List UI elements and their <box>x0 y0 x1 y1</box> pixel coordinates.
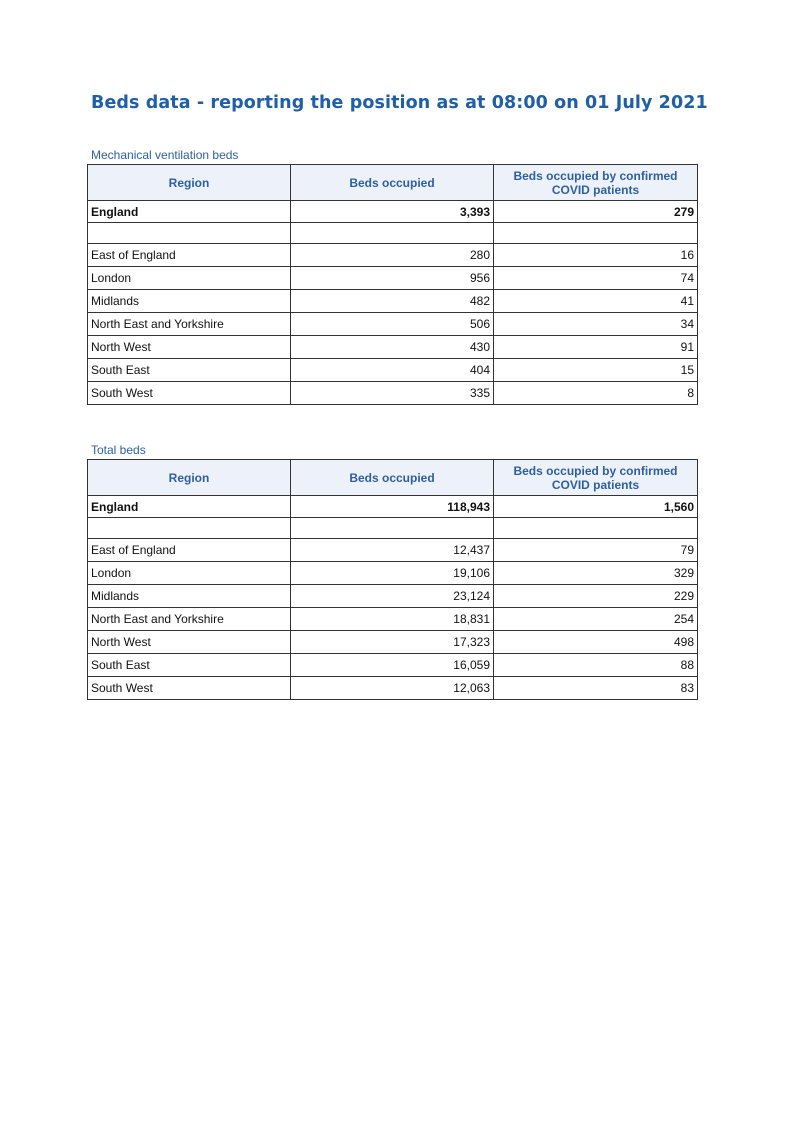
beds-occupied-cell: 17,323 <box>291 631 494 654</box>
covid-beds-cell: 279 <box>494 201 698 223</box>
beds-occupied-cell: 430 <box>291 336 494 359</box>
column-header-beds-occupied: Beds occupied <box>291 165 494 201</box>
region-cell: North East and Yorkshire <box>88 313 291 336</box>
column-header-beds-occupied: Beds occupied <box>291 460 494 496</box>
total-row <box>88 496 698 518</box>
beds-occupied-cell: 506 <box>291 313 494 336</box>
covid-beds-cell: 88 <box>494 654 698 677</box>
table-row <box>88 654 698 677</box>
region-cell: North West <box>88 336 291 359</box>
beds-occupied-cell: 404 <box>291 359 494 382</box>
region-cell: South East <box>88 654 291 677</box>
region-cell: South West <box>88 677 291 700</box>
covid-beds-cell: 254 <box>494 608 698 631</box>
column-header-covid-beds: Beds occupied by confirmed COVID patients <box>494 165 698 201</box>
column-header-region: Region <box>88 165 291 201</box>
covid-beds-cell: 15 <box>494 359 698 382</box>
covid-beds-cell: 79 <box>494 539 698 562</box>
region-cell: North East and Yorkshire <box>88 608 291 631</box>
table-caption: Mechanical ventilation beds <box>91 148 239 162</box>
table-row <box>88 244 698 267</box>
blank-row <box>88 223 698 244</box>
beds-occupied-cell: 12,437 <box>291 539 494 562</box>
empty-cell <box>291 223 494 244</box>
header-row <box>88 460 698 496</box>
region-cell: Midlands <box>88 585 291 608</box>
covid-beds-cell: 329 <box>494 562 698 585</box>
table-row <box>88 336 698 359</box>
covid-beds-cell: 74 <box>494 267 698 290</box>
covid-beds-cell: 83 <box>494 677 698 700</box>
covid-beds-cell: 8 <box>494 382 698 405</box>
table-row <box>88 608 698 631</box>
covid-beds-cell: 498 <box>494 631 698 654</box>
column-header-covid-beds: Beds occupied by confirmed COVID patients <box>494 460 698 496</box>
covid-beds-cell: 34 <box>494 313 698 336</box>
total-beds-table <box>87 459 698 700</box>
table-row <box>88 359 698 382</box>
header-row <box>88 165 698 201</box>
table-row <box>88 562 698 585</box>
empty-cell <box>494 518 698 539</box>
region-cell: South East <box>88 359 291 382</box>
covid-beds-cell: 229 <box>494 585 698 608</box>
beds-occupied-cell: 16,059 <box>291 654 494 677</box>
table-row <box>88 267 698 290</box>
beds-occupied-cell: 335 <box>291 382 494 405</box>
table-caption: Total beds <box>91 443 146 457</box>
column-header-region: Region <box>88 460 291 496</box>
region-cell: Midlands <box>88 290 291 313</box>
beds-occupied-cell: 118,943 <box>291 496 494 518</box>
table-row <box>88 585 698 608</box>
beds-occupied-cell: 18,831 <box>291 608 494 631</box>
beds-occupied-cell: 3,393 <box>291 201 494 223</box>
table-row <box>88 382 698 405</box>
total-beds-section <box>87 443 697 700</box>
page-title: Beds data - reporting the position as at 08:00 on 01 July 2021 <box>91 93 708 113</box>
empty-cell <box>291 518 494 539</box>
region-cell: England <box>88 201 291 223</box>
region-cell: London <box>88 267 291 290</box>
beds-occupied-cell: 19,106 <box>291 562 494 585</box>
blank-row <box>88 518 698 539</box>
covid-beds-cell: 41 <box>494 290 698 313</box>
mechanical-ventilation-section <box>87 148 697 405</box>
region-cell: East of England <box>88 539 291 562</box>
beds-occupied-cell: 280 <box>291 244 494 267</box>
table-row <box>88 539 698 562</box>
empty-cell <box>88 223 291 244</box>
region-cell: East of England <box>88 244 291 267</box>
table-row <box>88 631 698 654</box>
beds-occupied-cell: 23,124 <box>291 585 494 608</box>
table-row <box>88 677 698 700</box>
region-cell: North West <box>88 631 291 654</box>
region-cell: London <box>88 562 291 585</box>
beds-occupied-cell: 12,063 <box>291 677 494 700</box>
table-row <box>88 290 698 313</box>
empty-cell <box>88 518 291 539</box>
region-cell: South West <box>88 382 291 405</box>
beds-occupied-cell: 482 <box>291 290 494 313</box>
total-row <box>88 201 698 223</box>
beds-occupied-cell: 956 <box>291 267 494 290</box>
empty-cell <box>494 223 698 244</box>
region-cell: England <box>88 496 291 518</box>
covid-beds-cell: 16 <box>494 244 698 267</box>
covid-beds-cell: 91 <box>494 336 698 359</box>
covid-beds-cell: 1,560 <box>494 496 698 518</box>
mechanical-ventilation-table <box>87 164 698 405</box>
table-row <box>88 313 698 336</box>
